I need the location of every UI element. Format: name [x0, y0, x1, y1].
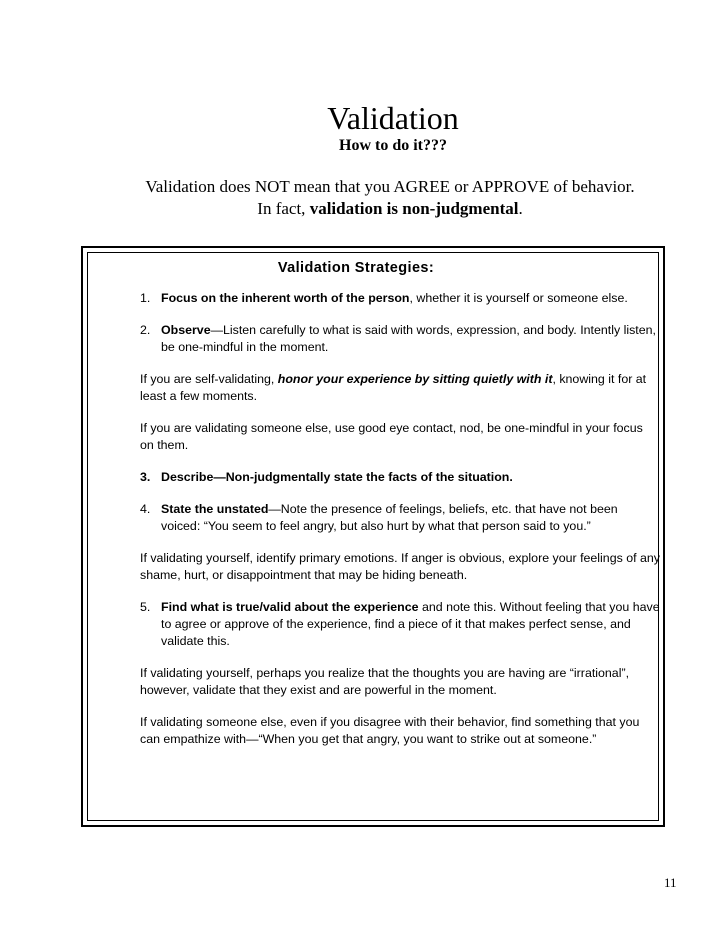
page-title: Validation [327, 100, 459, 136]
strategy-item-3 [140, 469, 660, 486]
strategy-item-1 [140, 290, 660, 307]
strategy-heading: State the unstated [161, 502, 269, 516]
strategy-text: and note this. Without feeling that you have to agree or approve of the experience, find a piece of it that makes perfect sense, and validate this. [161, 600, 660, 648]
strategy-number: 2. [140, 323, 151, 337]
intro-statement [0, 176, 722, 220]
strategy-text: , whether it is yourself or someone else. [409, 291, 628, 305]
primary-emotions-paragraph: If validating yourself, identify primary emotions. If anger is obvious, explore your feelings of any shame, hurt, or disappointment that may be hiding beneath. [140, 551, 660, 582]
intro-line-1: Validation does NOT mean that you AGREE or APPROVE of behavior. [145, 177, 635, 196]
strategy-heading: Describe—Non-judgmentally state the facts of the situation. [161, 470, 513, 484]
strategy-number: 3. [140, 470, 151, 484]
intro-line-2-post: . [518, 199, 523, 218]
strategies-content [140, 260, 660, 763]
strategy-heading: Focus on the inherent worth of the person [161, 291, 410, 305]
validating-else-paragraph: If you are validating someone else, use good eye contact, nod, be one-mindful in your focus on them. [140, 421, 643, 452]
page-subtitle: How to do it??? [339, 137, 447, 154]
strategies-box [81, 246, 665, 827]
strategy-item-5 [140, 599, 660, 650]
intro-line-2 [0, 198, 722, 220]
paragraph-text: , knowing it for at least a few moments. [140, 372, 647, 403]
strategy-heading: Find what is true/valid about the experience [161, 600, 419, 614]
page-number: 11 [664, 875, 677, 890]
strategy-heading: Observe [161, 323, 211, 337]
strategy-item-2 [140, 322, 660, 356]
strategy-item-4 [140, 501, 660, 535]
strategy-text: —Note the presence of feelings, beliefs, etc. that have not been voiced: “You seem to feel angry, but also hurt by what that person said to you.” [161, 502, 618, 533]
strategy-text: —Listen carefully to what is said with words, expression, and body. Intently listen, be one-mindful in the moment. [161, 323, 656, 354]
strategy-number: 1. [140, 291, 151, 305]
intro-line-2-bold: validation is non-judgmental [309, 199, 519, 218]
self-validating-paragraph [140, 371, 660, 405]
empathize-paragraph: If validating someone else, even if you disagree with their behavior, find something that you can empathize with—“When you get that angry, you want to strike out at someone.” [140, 715, 640, 746]
strategies-title: Validation Strategies: [277, 260, 435, 276]
paragraph-text: If you are self-validating, [140, 372, 278, 386]
strategy-number: 4. [140, 502, 151, 516]
intro-line-2-pre: In fact, [257, 199, 310, 218]
strategy-number: 5. [140, 600, 151, 614]
paragraph-emphasis: honor your experience by sitting quietly with it [277, 372, 553, 386]
irrational-paragraph: If validating yourself, perhaps you realize that the thoughts you are having are “irrational”, however, validate that they exist and are powerful in the moment. [140, 666, 630, 697]
